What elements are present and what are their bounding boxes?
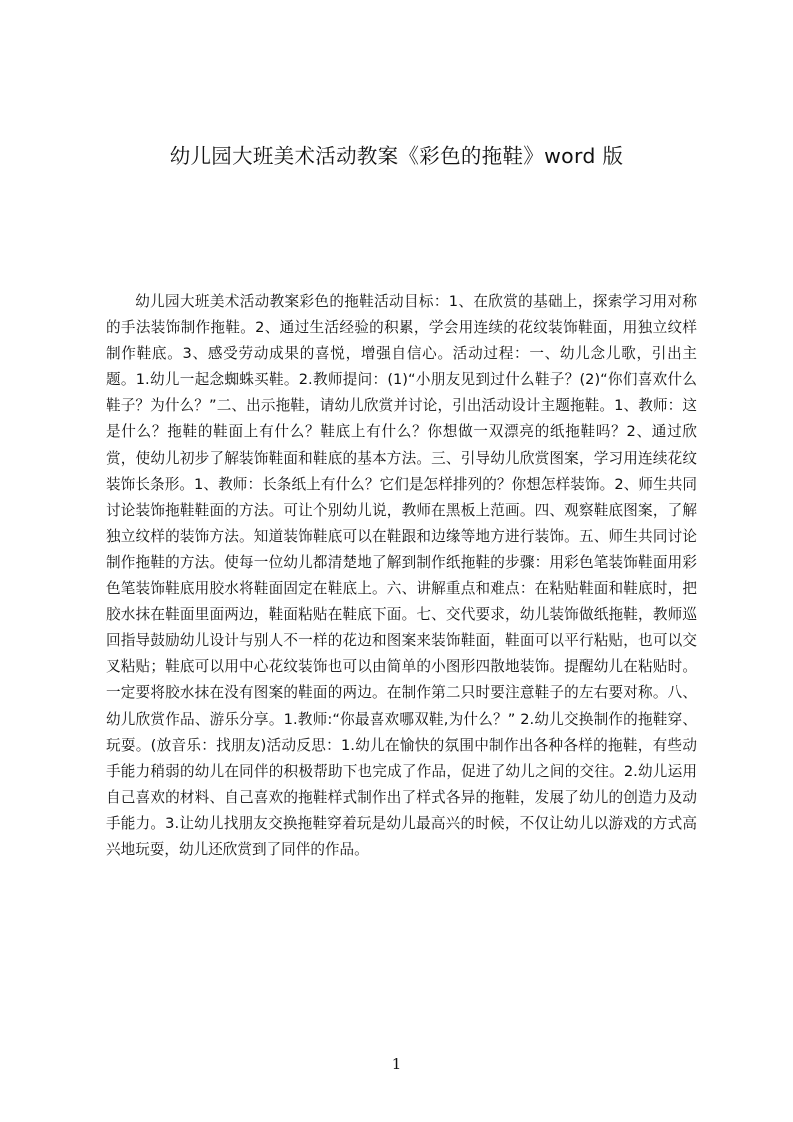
document-body xyxy=(106,289,697,939)
page-number: 1 xyxy=(391,1055,402,1073)
body-paragraph: 幼儿园大班美术活动教案彩色的拖鞋活动目标：1、在欣赏的基础上，探索学习用对称的手法装饰制作拖鞋。2、通过生活经验的积累，学会用连续的花纹装饰鞋面，用独立纹样制作鞋底。3、感受劳动成果的喜悦，增强自信心。活动过程：一、幼儿念儿歌，引出主题。1.幼儿一起念蜘蛛买鞋。2.教师提问：(1)“小朋友见到过什么鞋子？(2)“你们喜欢什么鞋子？为什么？”二、出示拖鞋，请幼儿欣赏并讨论，引出活动设计主题拖鞋。1、教师：这是什么？拖鞋的鞋面上有什么？鞋底上有什么？你想做一双漂亮的纸拖鞋吗？2、通过欣赏，使幼儿初步了解装饰鞋面和鞋底的基本方法。三、引导幼儿欣赏图案，学习用连续花纹装饰长条形。1、教师：长条纸上有什么？它们是怎样排列的？你想怎样装饰。2、师生共同讨论装饰拖鞋鞋面的方法。可让个别幼儿说，教师在黑板上范画。四、观察鞋底图案，了解独立纹样的装饰方法。知道装饰鞋底可以在鞋跟和边缘等地方进行装饰。五、师生共同讨论制作拖鞋的方法。使每一位幼儿都清楚地了解到制作纸拖鞋的步骤：用彩色笔装饰鞋面用彩色笔装饰鞋底用胶水将鞋面固定在鞋底上。六、讲解重点和难点：在粘贴鞋面和鞋底时，把胶水抹在鞋面里面两边，鞋面粘贴在鞋底下面。七、交代要求，幼儿装饰做纸拖鞋，教师巡回指导鼓励幼儿设计与别人不一样的花边和图案来装饰鞋面，鞋面可以平行粘贴，也可以交叉粘贴；鞋底可以用中心花纹装饰也可以由简单的小图形四散地装饰。提醒幼儿在粘贴时。一定要将胶水抹在没有图案的鞋面的两边。在制作第二只时要注意鞋子的左右要对称。八、幼儿欣赏作品、游乐分享。1.教师:“你最喜欢哪双鞋,为什么？” 2.幼儿交换制作的拖鞋穿、玩耍。(放音乐：找朋友)活动反思：1.幼儿在愉快的氛围中制作出各种各样的拖鞋，有些动手能力稍弱的幼儿在同伴的积极帮助下也完成了作品，促进了幼儿之间的交往。2.幼儿运用自己喜欢的材料、自己喜欢的拖鞋样式制作出了样式各异的拖鞋，发展了幼儿的创造力及动手能力。3.让幼儿找朋友交换拖鞋穿着玩是幼儿最高兴的时候，不仅让幼儿以游戏的方式高兴地玩耍，幼儿还欣赏到了同伴的作品。 xyxy=(106,293,697,858)
document-title: 幼儿园大班美术活动教案《彩色的拖鞋》word 版 xyxy=(169,144,624,168)
